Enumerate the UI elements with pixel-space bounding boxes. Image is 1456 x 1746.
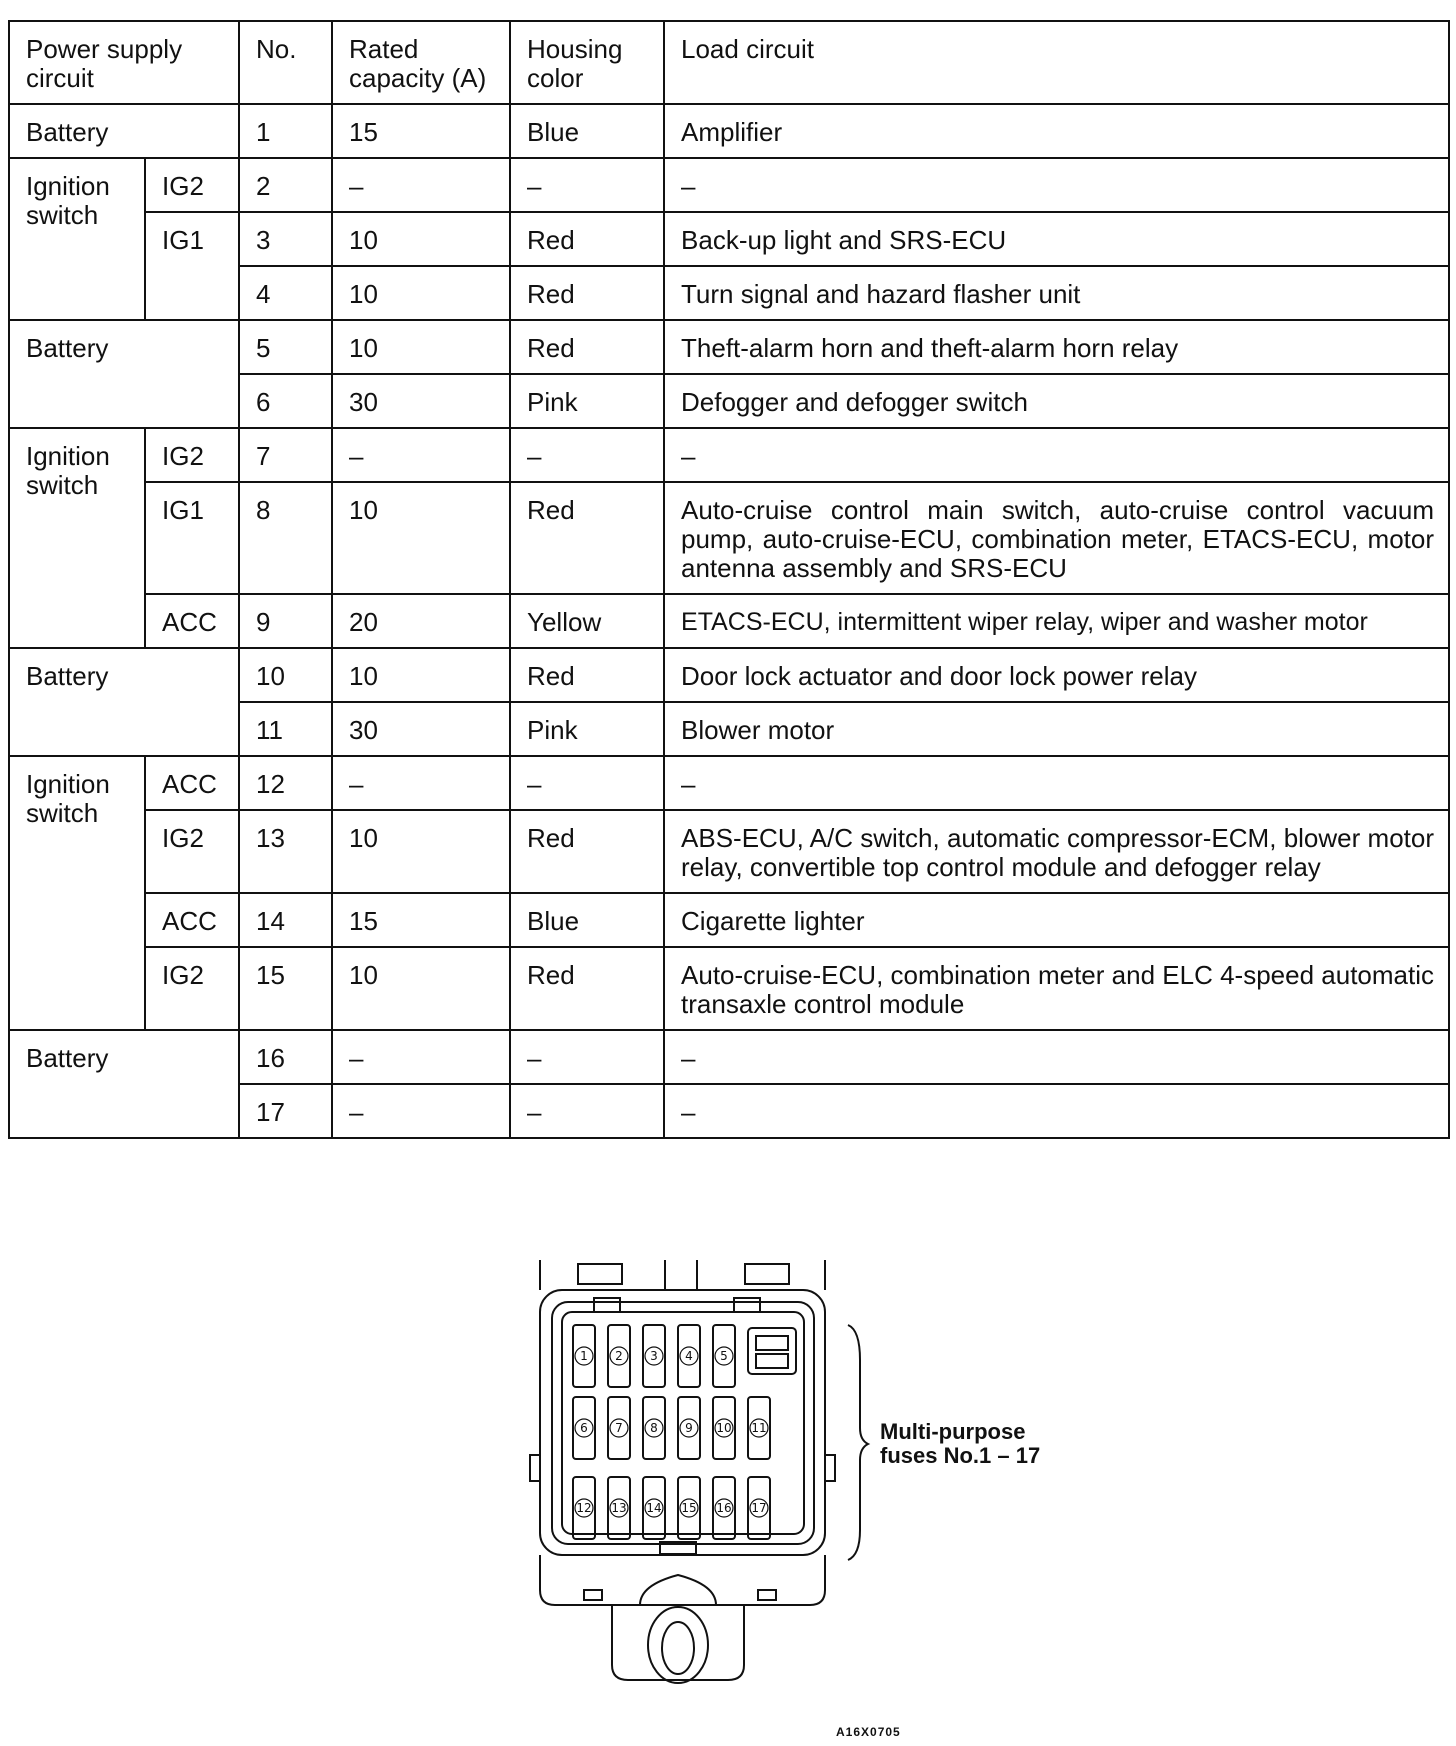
fuse-number-label: 6 <box>580 1421 588 1435</box>
load-circuit: – <box>664 428 1449 482</box>
fuse-no: 3 <box>239 212 332 266</box>
supply-ignition: Ignition switch <box>9 428 145 648</box>
supply-ig2: IG2 <box>145 428 239 482</box>
fuse-no: 5 <box>239 320 332 374</box>
fuse-number-label: 4 <box>685 1349 693 1363</box>
table-row <box>9 947 1449 1030</box>
fuse-number-label: 11 <box>751 1421 767 1435</box>
housing-color: – <box>510 756 664 810</box>
fuse-no: 8 <box>239 482 332 594</box>
load-circuit: Auto-cruise control main switch, auto-cruise control vacuum pump, auto-cruise-ECU, combination meter, ETACS-ECU, motor antenna assembly and SRS-ECU <box>664 482 1449 594</box>
rated: 30 <box>332 702 510 756</box>
rated: 10 <box>332 212 510 266</box>
rated: 20 <box>332 594 510 648</box>
fuse-number-label: 9 <box>685 1421 693 1435</box>
table-row <box>9 893 1449 947</box>
load-circuit: Turn signal and hazard flasher unit <box>664 266 1449 320</box>
fuse-number-label: 3 <box>650 1349 658 1363</box>
rated: 15 <box>332 893 510 947</box>
header-rated: Rated capacity (A) <box>332 21 510 104</box>
rated: 10 <box>332 266 510 320</box>
fuse-slots <box>573 1325 770 1539</box>
fuse-no: 14 <box>239 893 332 947</box>
figure-code: A16X0705 <box>836 1725 901 1739</box>
housing-color: Yellow <box>510 594 664 648</box>
header-load: Load circuit <box>664 21 1449 104</box>
table-row <box>9 756 1449 810</box>
housing-color: Red <box>510 810 664 893</box>
load-circuit: Blower motor <box>664 702 1449 756</box>
load-circuit: ETACS-ECU, intermittent wiper relay, wiper and washer motor <box>664 594 1449 648</box>
supply-battery: Battery <box>9 1030 239 1138</box>
housing-color: Red <box>510 212 664 266</box>
load-circuit: ABS-ECU, A/C switch, automatic compressor-ECM, blower motor relay, convertible top control module and defogger relay <box>664 810 1449 893</box>
table-row <box>9 158 1449 212</box>
header-row <box>9 21 1449 104</box>
supply-acc: ACC <box>145 594 239 648</box>
load-circuit: Theft-alarm horn and theft-alarm horn relay <box>664 320 1449 374</box>
supply-battery: Battery <box>9 320 239 428</box>
housing-color: Red <box>510 320 664 374</box>
supply-battery: Battery <box>9 104 239 158</box>
table-row <box>9 648 1449 702</box>
rated: 10 <box>332 947 510 1030</box>
fuse-number-label: 8 <box>650 1421 658 1435</box>
housing-color: Pink <box>510 702 664 756</box>
load-circuit: – <box>664 158 1449 212</box>
table-row <box>9 810 1449 893</box>
fuse-number-label: 7 <box>615 1421 623 1435</box>
load-circuit: Door lock actuator and door lock power relay <box>664 648 1449 702</box>
supply-ig2: IG2 <box>145 158 239 212</box>
table-row <box>9 1030 1449 1084</box>
rated: 10 <box>332 648 510 702</box>
supply-ignition: Ignition switch <box>9 756 145 1030</box>
housing-color: Red <box>510 947 664 1030</box>
fuse-no: 10 <box>239 648 332 702</box>
supply-acc: ACC <box>145 893 239 947</box>
fuse-no: 6 <box>239 374 332 428</box>
housing-color: – <box>510 428 664 482</box>
rated: – <box>332 428 510 482</box>
fuse-number-label: 5 <box>720 1349 728 1363</box>
fuse-no: 12 <box>239 756 332 810</box>
load-circuit: – <box>664 1030 1449 1084</box>
housing-color: Blue <box>510 104 664 158</box>
rated: – <box>332 158 510 212</box>
table-row <box>9 212 1449 266</box>
fuse-table <box>8 20 1450 1139</box>
fuse-number-label: 13 <box>611 1501 627 1515</box>
fuse-no: 9 <box>239 594 332 648</box>
fuse-number-label: 16 <box>716 1501 732 1515</box>
housing-color: – <box>510 1084 664 1138</box>
supply-battery: Battery <box>9 648 239 756</box>
supply-acc: ACC <box>145 756 239 810</box>
rated: 15 <box>332 104 510 158</box>
housing-color: Red <box>510 648 664 702</box>
rated: – <box>332 756 510 810</box>
fuse-no: 1 <box>239 104 332 158</box>
rated: 10 <box>332 810 510 893</box>
supply-ig1: IG1 <box>145 212 239 320</box>
housing-color: Red <box>510 482 664 594</box>
table-row <box>9 320 1449 374</box>
supply-ig2: IG2 <box>145 947 239 1030</box>
table-row <box>9 104 1449 158</box>
housing-color: – <box>510 1030 664 1084</box>
load-circuit: Cigarette lighter <box>664 893 1449 947</box>
housing-color: Pink <box>510 374 664 428</box>
fuse-callout: Multi-purpose fuses No.1 – 17 <box>880 1419 1041 1468</box>
supply-ignition: Ignition switch <box>9 158 145 320</box>
load-circuit: Auto-cruise-ECU, combination meter and ELC 4-speed automatic transaxle control module <box>664 947 1449 1030</box>
fuse-number-label: 14 <box>646 1501 662 1515</box>
header-no: No. <box>239 21 332 104</box>
fuse-no: 15 <box>239 947 332 1030</box>
rated: 10 <box>332 482 510 594</box>
rated: 10 <box>332 320 510 374</box>
table-row <box>9 482 1449 594</box>
housing-color: Blue <box>510 893 664 947</box>
supply-ig2: IG2 <box>145 810 239 893</box>
rated: – <box>332 1030 510 1084</box>
fuse-no: 17 <box>239 1084 332 1138</box>
header-housing: Housing color <box>510 21 664 104</box>
fuse-number-label: 1 <box>580 1349 588 1363</box>
fuse-no: 16 <box>239 1030 332 1084</box>
load-circuit: Back-up light and SRS-ECU <box>664 212 1449 266</box>
load-circuit: – <box>664 1084 1449 1138</box>
housing-color: Red <box>510 266 664 320</box>
fuse-number-label: 12 <box>576 1501 592 1515</box>
fuse-number-label: 17 <box>751 1501 767 1515</box>
fuse-no: 11 <box>239 702 332 756</box>
table-row <box>9 428 1449 482</box>
supply-ig1: IG1 <box>145 482 239 594</box>
table-row <box>9 594 1449 648</box>
load-circuit: – <box>664 756 1449 810</box>
fuse-number-label: 2 <box>615 1349 623 1363</box>
housing-color: – <box>510 158 664 212</box>
fuse-number-label: 10 <box>716 1421 732 1435</box>
load-circuit: Amplifier <box>664 104 1449 158</box>
fuse-no: 4 <box>239 266 332 320</box>
header-power-supply: Power supply circuit <box>9 21 239 104</box>
load-circuit: Defogger and defogger switch <box>664 374 1449 428</box>
fuse-number-label: 15 <box>681 1501 697 1515</box>
fuse-no: 2 <box>239 158 332 212</box>
fuse-no: 13 <box>239 810 332 893</box>
fuse-no: 7 <box>239 428 332 482</box>
fuse-box-diagram <box>0 1250 1456 1690</box>
rated: 30 <box>332 374 510 428</box>
rated: – <box>332 1084 510 1138</box>
